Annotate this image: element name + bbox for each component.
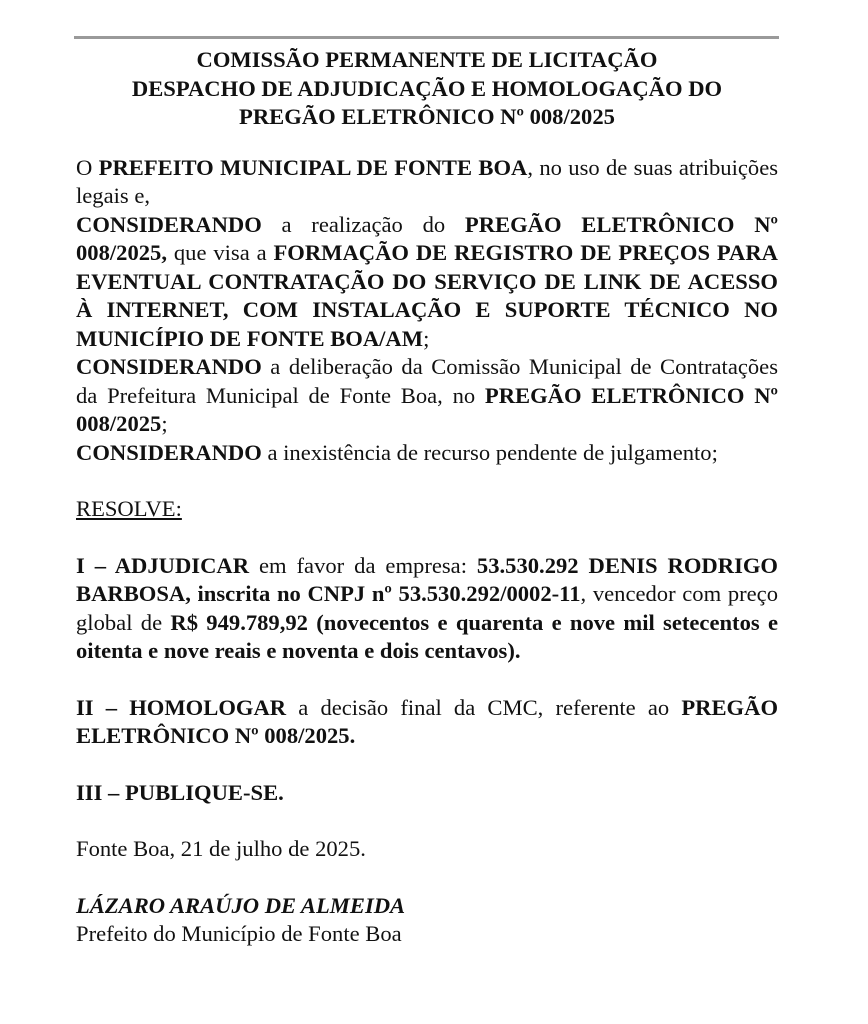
item-publique <box>76 779 778 808</box>
considerando-keyword: CONSIDERANDO <box>76 354 262 379</box>
intro-paragraph <box>76 154 778 211</box>
title-line-2: DESPACHO DE ADJUDICAÇÃO E HOMOLOGAÇÃO DO <box>131 75 723 101</box>
item-2-text1: a decisão final da CMC, referente ao <box>286 694 682 720</box>
item-1-price: R$ 949.789,92 (novecentos e quarenta e nove mil setecentos e oitenta e nove reais e noventa e dois centavos). <box>76 609 778 663</box>
resolve-label: RESOLVE: <box>76 496 182 521</box>
considerando-3 <box>76 439 778 468</box>
considerando-keyword: CONSIDERANDO <box>76 439 262 465</box>
document-title <box>76 46 778 132</box>
considerando-2-text1: a deliberação da Comissão Municipal de Contratações da Prefeitura Municipal de Fonte Boa, no <box>76 354 778 408</box>
document-page <box>76 46 778 949</box>
signature-name: LÁZARO ARAÚJO DE ALMEIDA <box>76 892 406 918</box>
considerando-keyword: CONSIDERANDO <box>76 211 262 237</box>
intro-rest: , no uso de suas atribuições legais e, <box>76 154 779 208</box>
considerando-1-object: FORMAÇÃO DE REGISTRO DE PREÇOS PARA EVENTUAL CONTRATAÇÃO DO SERVIÇO DE LINK DE ACESSO À INTERNET, COM INSTALAÇÃO E SUPORTE TÉCNICO NO MUNICÍPIO DE FONTE BOA/AM <box>76 240 778 351</box>
considerando-2-end: ; <box>161 411 168 436</box>
item-2-bold2: PREGÃO ELETRÔNICO Nº 008/2025. <box>76 694 779 748</box>
header-rule <box>74 36 779 39</box>
considerando-2-bold1: PREGÃO ELETRÔNICO Nº 008/2025 <box>76 382 778 436</box>
item-1-text1: em favor da empresa: <box>249 552 477 578</box>
intro-subject: PREFEITO MUNICIPAL DE FONTE BOA <box>98 154 528 180</box>
considerando-1-bold1: PREGÃO ELETRÔNICO Nº 008/2025, <box>76 211 778 265</box>
item-1-company: 53.530.292 DENIS RODRIGO BARBOSA, inscrita no CNPJ nº 53.530.292/0002-11 <box>76 552 779 606</box>
item-2-heading: II – HOMOLOGAR <box>76 694 287 720</box>
considerando-1 <box>76 211 778 354</box>
intro-prefix: O <box>76 154 99 180</box>
considerando-1-text1: a realização do <box>261 211 465 237</box>
considerando-1-end: ; <box>423 325 430 351</box>
considerando-3-text1: a inexistência de recurso pendente de julgamento; <box>261 439 718 465</box>
item-homologar <box>76 694 778 751</box>
considerando-1-text2: que visa a <box>167 240 274 265</box>
considerando-2 <box>76 353 778 439</box>
item-1-text2: , vencedor com preço global de <box>76 581 778 635</box>
item-1-heading: I – ADJUDICAR <box>76 552 250 578</box>
item-adjudicar <box>76 552 778 666</box>
signature-role: Prefeito do Município de Fonte Boa <box>76 921 402 946</box>
date-line: Fonte Boa, 21 de julho de 2025. <box>76 836 366 861</box>
title-line-1: COMISSÃO PERMANENTE DE LICITAÇÃO <box>196 47 658 72</box>
item-3-heading: III – PUBLIQUE-SE. <box>76 779 284 805</box>
title-line-3: PREGÃO ELETRÔNICO Nº 008/2025 <box>239 104 615 129</box>
